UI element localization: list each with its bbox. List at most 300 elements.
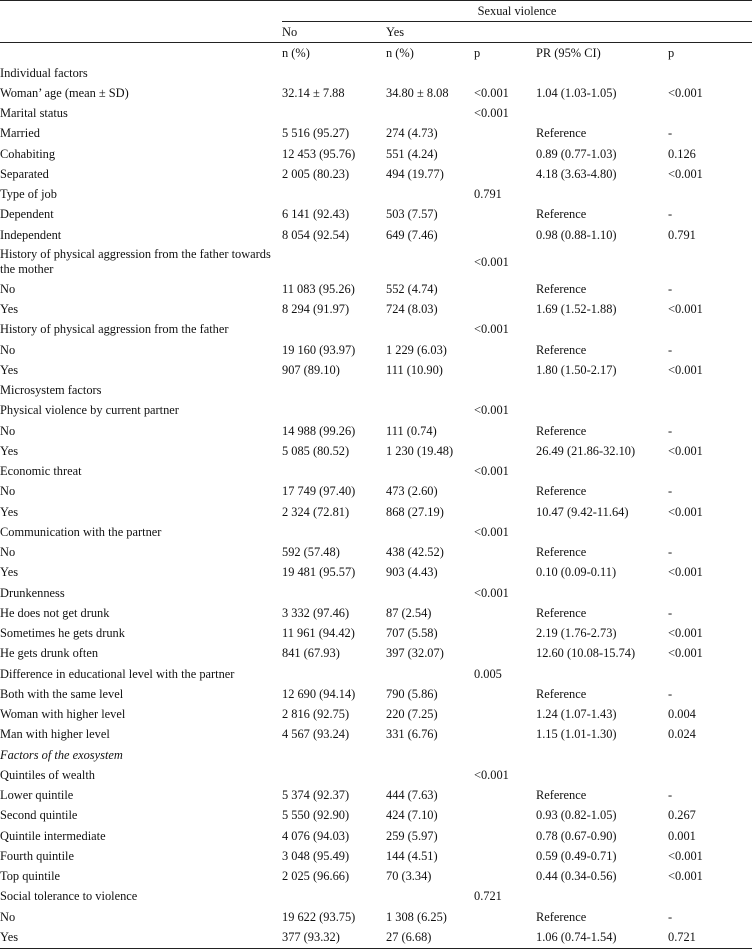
subheader-yes-n-pct: n (%) bbox=[386, 45, 414, 60]
cell-no-n-pct bbox=[282, 320, 386, 340]
cell-pr-ci bbox=[536, 765, 668, 785]
cell-yes-n-pct: 649 (7.46) bbox=[386, 227, 438, 242]
cell-yes-n-pct: 87 (2.54) bbox=[386, 605, 432, 620]
cell-p2: <0.001 bbox=[668, 869, 703, 884]
cell-p bbox=[474, 144, 536, 164]
cell-p bbox=[474, 279, 536, 299]
row-label: Yes bbox=[0, 504, 19, 519]
row-label: No bbox=[0, 545, 16, 560]
cell-p2 bbox=[668, 745, 752, 765]
cell-p bbox=[474, 725, 536, 745]
table-row bbox=[0, 563, 752, 583]
row-label: Economic threat bbox=[0, 464, 82, 479]
table-row bbox=[0, 205, 752, 225]
header-row-columns bbox=[0, 22, 752, 43]
cell-yes-n-pct: 551 (4.24) bbox=[386, 146, 438, 161]
cell-yes-n-pct bbox=[386, 401, 474, 421]
cell-p2: <0.001 bbox=[668, 848, 703, 863]
cell-yes-n-pct: 790 (5.86) bbox=[386, 686, 438, 701]
table-row bbox=[0, 624, 752, 644]
cell-p2 bbox=[668, 664, 752, 684]
row-label: Individual factors bbox=[0, 65, 88, 80]
header-blank bbox=[668, 22, 752, 43]
header-blank bbox=[536, 22, 668, 43]
cell-p: <0.001 bbox=[474, 464, 509, 479]
cell-yes-n-pct: 1 308 (6.25) bbox=[386, 909, 447, 924]
cell-no-n-pct: 19 622 (93.75) bbox=[282, 909, 356, 924]
cell-yes-n-pct: 34.80 ± 8.08 bbox=[386, 85, 449, 100]
cell-p2: - bbox=[668, 686, 673, 701]
cell-no-n-pct bbox=[282, 522, 386, 542]
cell-no-n-pct: 2 816 (92.75) bbox=[282, 707, 350, 722]
cell-yes-n-pct: 494 (19.77) bbox=[386, 166, 444, 181]
row-label: Sometimes he gets drunk bbox=[0, 626, 125, 641]
cell-no-n-pct bbox=[282, 583, 386, 603]
cell-pr-ci bbox=[536, 462, 668, 482]
table-row bbox=[0, 421, 752, 441]
cell-no-n-pct: 5 374 (92.37) bbox=[282, 788, 350, 803]
cell-yes-n-pct: 70 (3.34) bbox=[386, 869, 432, 884]
group-header-sexual-violence: Sexual violence bbox=[282, 1, 752, 22]
cell-p2: <0.001 bbox=[668, 166, 703, 181]
cell-p2: 0.721 bbox=[668, 927, 752, 948]
row-label: Social tolerance to violence bbox=[0, 889, 138, 904]
row-label: No bbox=[0, 423, 16, 438]
cell-yes-n-pct bbox=[386, 104, 474, 124]
cell-no-n-pct: 8 294 (91.97) bbox=[282, 302, 350, 317]
cell-p2: - bbox=[668, 207, 673, 222]
row-label: Microsystem factors bbox=[0, 383, 102, 398]
cell-p2: <0.001 bbox=[668, 362, 703, 377]
cell-p2: - bbox=[668, 909, 673, 924]
cell-yes-n-pct: 220 (7.25) bbox=[386, 707, 438, 722]
cell-p bbox=[474, 543, 536, 563]
cell-no-n-pct: 3 048 (95.49) bbox=[282, 848, 350, 863]
cell-no-n-pct bbox=[282, 185, 386, 205]
table-row bbox=[0, 644, 752, 664]
table-row bbox=[0, 603, 752, 623]
cell-p bbox=[474, 826, 536, 846]
header-blank bbox=[474, 22, 536, 43]
cell-no-n-pct bbox=[282, 401, 386, 421]
cell-p2: - bbox=[668, 342, 673, 357]
row-label: He does not get drunk bbox=[0, 605, 110, 620]
cell-yes-n-pct bbox=[386, 185, 474, 205]
row-label: Yes bbox=[0, 362, 19, 377]
row-label: Communication with the partner bbox=[0, 524, 162, 539]
cell-p bbox=[474, 482, 536, 502]
cell-no-n-pct: 4 076 (94.03) bbox=[282, 828, 350, 843]
cell-p2 bbox=[668, 765, 752, 785]
cell-pr-ci: 0.93 (0.82-1.05) bbox=[536, 808, 617, 823]
cell-no-n-pct bbox=[282, 462, 386, 482]
cell-p2: <0.001 bbox=[668, 85, 703, 100]
table-row bbox=[0, 502, 752, 522]
cell-pr-ci bbox=[536, 320, 668, 340]
table-row bbox=[0, 300, 752, 320]
cell-p2: - bbox=[668, 545, 673, 560]
cell-p: <0.001 bbox=[474, 106, 509, 121]
cell-p bbox=[474, 603, 536, 623]
cell-yes-n-pct: 27 (6.68) bbox=[386, 927, 474, 948]
table-row bbox=[0, 522, 752, 542]
cell-yes-n-pct bbox=[386, 63, 474, 83]
row-label: Both with the same level bbox=[0, 686, 124, 701]
table-row bbox=[0, 441, 752, 461]
cell-p2 bbox=[668, 401, 752, 421]
cell-no-n-pct bbox=[282, 887, 386, 907]
row-label: Woman with higher level bbox=[0, 707, 126, 722]
header-blank bbox=[0, 43, 282, 64]
cell-pr-ci bbox=[536, 401, 668, 421]
table-row bbox=[0, 104, 752, 124]
table-row bbox=[0, 83, 752, 103]
row-label: No bbox=[0, 342, 16, 357]
cell-pr-ci: Reference bbox=[536, 605, 587, 620]
cell-p2: <0.001 bbox=[668, 504, 703, 519]
cell-no-n-pct: 5 516 (95.27) bbox=[282, 126, 350, 141]
table-row bbox=[0, 684, 752, 704]
cell-pr-ci: 12.60 (10.08-15.74) bbox=[536, 646, 636, 661]
cell-p bbox=[474, 360, 536, 380]
table-row bbox=[0, 745, 752, 765]
cell-no-n-pct: 377 (93.32) bbox=[282, 927, 386, 948]
table-row bbox=[0, 826, 752, 846]
cell-p: <0.001 bbox=[474, 585, 509, 600]
cell-yes-n-pct: 144 (4.51) bbox=[386, 848, 438, 863]
cell-pr-ci: Reference bbox=[536, 788, 587, 803]
cell-pr-ci: Reference bbox=[536, 281, 587, 296]
table-row bbox=[0, 360, 752, 380]
subheader-p: p bbox=[474, 45, 481, 60]
cell-no-n-pct: 2 324 (72.81) bbox=[282, 504, 350, 519]
subheader-pr-ci: PR (95% CI) bbox=[536, 45, 601, 60]
cell-pr-ci bbox=[536, 522, 668, 542]
cell-yes-n-pct: 438 (42.52) bbox=[386, 545, 444, 560]
cell-yes-n-pct: 111 (10.90) bbox=[386, 362, 443, 377]
row-label: Physical violence by current partner bbox=[0, 403, 179, 418]
cell-p2: 0.267 bbox=[668, 808, 696, 823]
table-row bbox=[0, 63, 752, 83]
row-label: Yes bbox=[0, 927, 282, 948]
cell-p2: <0.001 bbox=[668, 626, 703, 641]
table-row bbox=[0, 320, 752, 340]
header-blank bbox=[0, 1, 282, 22]
cell-no-n-pct: 2 025 (96.66) bbox=[282, 869, 350, 884]
cell-yes-n-pct: 1 230 (19.48) bbox=[386, 443, 454, 458]
table-row bbox=[0, 583, 752, 603]
table-row bbox=[0, 462, 752, 482]
cell-p2: 0.004 bbox=[668, 707, 696, 722]
cell-no-n-pct bbox=[282, 664, 386, 684]
cell-no-n-pct: 19 481 (95.57) bbox=[282, 565, 356, 580]
cell-yes-n-pct: 473 (2.60) bbox=[386, 484, 438, 499]
cell-pr-ci: 10.47 (9.42-11.64) bbox=[536, 504, 629, 519]
cell-yes-n-pct bbox=[386, 765, 474, 785]
cell-no-n-pct: 5 085 (80.52) bbox=[282, 443, 350, 458]
cell-pr-ci: Reference bbox=[536, 686, 587, 701]
cell-no-n-pct: 17 749 (97.40) bbox=[282, 484, 356, 499]
table-row bbox=[0, 846, 752, 866]
cell-pr-ci: Reference bbox=[536, 545, 587, 560]
row-label: Yes bbox=[0, 565, 19, 580]
row-label: History of physical aggression from the father bbox=[0, 322, 229, 337]
cell-pr-ci: 1.69 (1.52-1.88) bbox=[536, 302, 617, 317]
row-label: Quintile intermediate bbox=[0, 828, 106, 843]
cell-pr-ci: Reference bbox=[536, 126, 587, 141]
table-row bbox=[0, 725, 752, 745]
cell-p: <0.001 bbox=[474, 767, 509, 782]
cell-p bbox=[474, 867, 536, 887]
cell-yes-n-pct: 259 (5.97) bbox=[386, 828, 438, 843]
row-label: Marital status bbox=[0, 106, 68, 121]
cell-p2: 0.126 bbox=[668, 146, 696, 161]
cell-p2: - bbox=[668, 281, 673, 296]
table-row bbox=[0, 664, 752, 684]
cell-yes-n-pct bbox=[386, 522, 474, 542]
cell-pr-ci: 0.59 (0.49-0.71) bbox=[536, 848, 617, 863]
cell-no-n-pct: 4 567 (93.24) bbox=[282, 727, 350, 742]
cell-no-n-pct: 8 054 (92.54) bbox=[282, 227, 350, 242]
cell-no-n-pct: 907 (89.10) bbox=[282, 362, 340, 377]
cell-no-n-pct bbox=[282, 745, 386, 765]
table-row bbox=[0, 225, 752, 245]
cell-p2: - bbox=[668, 484, 673, 499]
subheader-p2: p bbox=[668, 45, 675, 60]
cell-p2: 0.001 bbox=[668, 828, 696, 843]
cell-yes-n-pct bbox=[386, 887, 474, 907]
cell-yes-n-pct bbox=[386, 245, 474, 279]
cell-p2 bbox=[668, 381, 752, 401]
cell-pr-ci: 1.06 (0.74-1.54) bbox=[536, 927, 668, 948]
table-row bbox=[0, 543, 752, 563]
col-header-yes: Yes bbox=[386, 22, 474, 43]
cell-p2: - bbox=[668, 605, 673, 620]
row-label: Married bbox=[0, 126, 40, 141]
cell-no-n-pct: 2 005 (80.23) bbox=[282, 166, 350, 181]
cell-pr-ci: 0.98 (0.88-1.10) bbox=[536, 227, 617, 242]
table-row bbox=[0, 786, 752, 806]
cell-p bbox=[474, 225, 536, 245]
col-header-no: No bbox=[282, 22, 386, 43]
cell-p bbox=[474, 705, 536, 725]
cell-pr-ci bbox=[536, 185, 668, 205]
cell-p bbox=[474, 340, 536, 360]
cell-pr-ci bbox=[536, 887, 668, 907]
cell-p: <0.001 bbox=[474, 254, 509, 269]
cell-pr-ci bbox=[536, 245, 668, 279]
cell-yes-n-pct: 274 (4.73) bbox=[386, 126, 438, 141]
cell-p2 bbox=[668, 522, 752, 542]
cell-no-n-pct: 3 332 (97.46) bbox=[282, 605, 350, 620]
cell-yes-n-pct: 868 (27.19) bbox=[386, 504, 444, 519]
cell-pr-ci bbox=[536, 583, 668, 603]
row-label: He gets drunk often bbox=[0, 646, 99, 661]
cell-no-n-pct: 5 550 (92.90) bbox=[282, 808, 350, 823]
cell-no-n-pct: 32.14 ± 7.88 bbox=[282, 85, 345, 100]
cell-p2 bbox=[668, 320, 752, 340]
table-row bbox=[0, 765, 752, 785]
cell-p2: - bbox=[668, 788, 673, 803]
cell-p: <0.001 bbox=[474, 85, 509, 100]
cell-pr-ci: 26.49 (21.86-32.10) bbox=[536, 443, 636, 458]
table-row bbox=[0, 927, 752, 948]
row-label: No bbox=[0, 484, 16, 499]
cell-p bbox=[474, 381, 536, 401]
cell-p bbox=[474, 205, 536, 225]
cell-p2: 0.791 bbox=[668, 227, 696, 242]
table-row bbox=[0, 124, 752, 144]
cell-p bbox=[474, 786, 536, 806]
cell-pr-ci: 0.10 (0.09-0.11) bbox=[536, 565, 617, 580]
table-row bbox=[0, 185, 752, 205]
cell-yes-n-pct bbox=[386, 462, 474, 482]
cell-p2 bbox=[668, 583, 752, 603]
cell-pr-ci bbox=[536, 745, 668, 765]
cell-pr-ci: Reference bbox=[536, 423, 587, 438]
row-label: No bbox=[0, 281, 16, 296]
cell-yes-n-pct: 111 (0.74) bbox=[386, 423, 437, 438]
cell-yes-n-pct bbox=[386, 583, 474, 603]
row-label: History of physical aggression from the father towards the mother bbox=[0, 247, 271, 277]
cell-no-n-pct: 11 083 (95.26) bbox=[282, 281, 355, 296]
cell-p: <0.001 bbox=[474, 322, 509, 337]
cell-p2: <0.001 bbox=[668, 646, 703, 661]
cell-p bbox=[474, 421, 536, 441]
cell-p2: - bbox=[668, 126, 673, 141]
table-body bbox=[0, 63, 752, 948]
cell-pr-ci: 1.24 (1.07-1.43) bbox=[536, 707, 617, 722]
cell-p bbox=[474, 846, 536, 866]
row-label: Man with higher level bbox=[0, 727, 110, 742]
cell-yes-n-pct: 903 (4.43) bbox=[386, 565, 438, 580]
cell-p bbox=[474, 927, 536, 948]
cell-p bbox=[474, 502, 536, 522]
cell-p: 0.791 bbox=[474, 187, 502, 202]
cell-pr-ci bbox=[536, 664, 668, 684]
cell-no-n-pct bbox=[282, 245, 386, 279]
cell-no-n-pct bbox=[282, 765, 386, 785]
row-label: Yes bbox=[0, 443, 19, 458]
cell-yes-n-pct: 707 (5.58) bbox=[386, 626, 438, 641]
cell-yes-n-pct bbox=[386, 381, 474, 401]
row-label: Separated bbox=[0, 166, 49, 181]
row-label: Quintiles of wealth bbox=[0, 767, 95, 782]
table-row bbox=[0, 867, 752, 887]
cell-p2 bbox=[668, 63, 752, 83]
table-row bbox=[0, 705, 752, 725]
table-row bbox=[0, 381, 752, 401]
cell-no-n-pct bbox=[282, 381, 386, 401]
cell-p2: <0.001 bbox=[668, 302, 703, 317]
cell-p2: - bbox=[668, 423, 673, 438]
row-label: Fourth quintile bbox=[0, 848, 74, 863]
header-blank bbox=[0, 22, 282, 43]
cell-p2 bbox=[668, 245, 752, 279]
table-row bbox=[0, 340, 752, 360]
cell-yes-n-pct: 424 (7.10) bbox=[386, 808, 438, 823]
row-label: Woman’ age (mean ± SD) bbox=[0, 85, 129, 100]
row-label: Cohabiting bbox=[0, 146, 56, 161]
cell-yes-n-pct: 397 (32.07) bbox=[386, 646, 444, 661]
table-row bbox=[0, 144, 752, 164]
cell-p2: <0.001 bbox=[668, 443, 703, 458]
row-label: Dependent bbox=[0, 207, 54, 222]
table-row bbox=[0, 887, 752, 907]
cell-p bbox=[474, 441, 536, 461]
cell-pr-ci: Reference bbox=[536, 342, 587, 357]
cell-no-n-pct: 11 961 (94.42) bbox=[282, 626, 355, 641]
cell-p: 0.721 bbox=[474, 889, 502, 904]
row-label: Difference in educational level with the partner bbox=[0, 666, 235, 681]
table-row bbox=[0, 164, 752, 184]
cell-p bbox=[474, 124, 536, 144]
cell-p bbox=[474, 745, 536, 765]
cell-p2: 0.024 bbox=[668, 727, 696, 742]
cell-pr-ci bbox=[536, 104, 668, 124]
table-row bbox=[0, 907, 752, 927]
cell-p2 bbox=[668, 185, 752, 205]
header-row-group bbox=[0, 1, 752, 22]
row-label: Independent bbox=[0, 227, 62, 242]
cell-no-n-pct: 592 (57.48) bbox=[282, 545, 340, 560]
table-row bbox=[0, 245, 752, 279]
cell-no-n-pct bbox=[282, 104, 386, 124]
cell-p2 bbox=[668, 462, 752, 482]
table-row bbox=[0, 279, 752, 299]
cell-yes-n-pct bbox=[386, 320, 474, 340]
cell-pr-ci: Reference bbox=[536, 909, 587, 924]
row-label: Top quintile bbox=[0, 869, 61, 884]
cell-pr-ci: 4.18 (3.63-4.80) bbox=[536, 166, 617, 181]
cell-pr-ci: 1.04 (1.03-1.05) bbox=[536, 85, 617, 100]
cell-p bbox=[474, 300, 536, 320]
cell-no-n-pct: 14 988 (99.26) bbox=[282, 423, 356, 438]
cell-pr-ci: 0.44 (0.34-0.56) bbox=[536, 869, 617, 884]
cell-yes-n-pct: 552 (4.74) bbox=[386, 281, 438, 296]
cell-no-n-pct: 12 453 (95.76) bbox=[282, 146, 356, 161]
cell-pr-ci: 2.19 (1.76-2.73) bbox=[536, 626, 617, 641]
cell-no-n-pct: 6 141 (92.43) bbox=[282, 207, 350, 222]
cell-p bbox=[474, 164, 536, 184]
cell-p2 bbox=[668, 104, 752, 124]
table-row bbox=[0, 806, 752, 826]
table-row bbox=[0, 401, 752, 421]
cell-p bbox=[474, 907, 536, 927]
cell-pr-ci: Reference bbox=[536, 484, 587, 499]
row-label: Yes bbox=[0, 302, 19, 317]
row-label: Second quintile bbox=[0, 808, 78, 823]
cell-yes-n-pct bbox=[386, 745, 474, 765]
cell-p bbox=[474, 684, 536, 704]
cell-no-n-pct: 19 160 (93.97) bbox=[282, 342, 356, 357]
cell-p: 0.005 bbox=[474, 666, 502, 681]
cell-p2: <0.001 bbox=[668, 565, 703, 580]
cell-pr-ci: 1.80 (1.50-2.17) bbox=[536, 362, 617, 377]
cell-yes-n-pct: 331 (6.76) bbox=[386, 727, 438, 742]
cell-p: <0.001 bbox=[474, 524, 509, 539]
cell-yes-n-pct: 503 (7.57) bbox=[386, 207, 438, 222]
cell-p bbox=[474, 644, 536, 664]
subheader-no-n-pct: n (%) bbox=[282, 45, 310, 60]
cell-pr-ci: Reference bbox=[536, 207, 587, 222]
cell-no-n-pct: 841 (67.93) bbox=[282, 646, 340, 661]
table-row bbox=[0, 482, 752, 502]
row-label: Drunkenness bbox=[0, 585, 65, 600]
cell-pr-ci bbox=[536, 63, 668, 83]
cell-pr-ci: 0.89 (0.77-1.03) bbox=[536, 146, 617, 161]
cell-p bbox=[474, 806, 536, 826]
